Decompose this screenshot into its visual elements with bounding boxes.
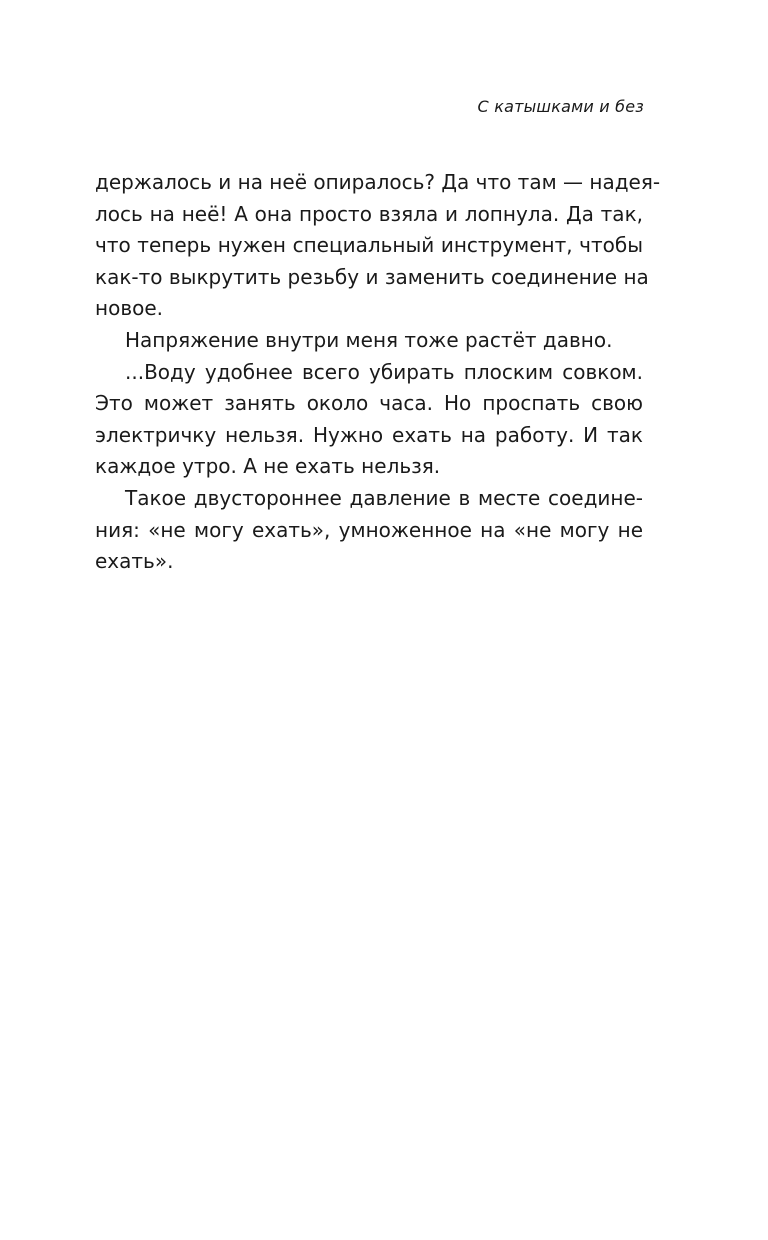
- text-line: электричку нельзя. Нужно ехать на работу. И так: [95, 422, 643, 447]
- text-line: что теперь нужен специальный инструмент, чтобы: [95, 233, 643, 258]
- text-line: ...Воду удобнее всего убирать плоским совком.: [125, 359, 643, 384]
- body-text: [95, 167, 661, 578]
- text-line: держалось и на неё опиралось? Да что там — надея-: [95, 170, 661, 194]
- paragraph-2: [95, 325, 643, 357]
- text-line: Напряжение внутри меня тоже растёт давно.: [125, 327, 613, 352]
- text-line: каждое утро. А не ехать нельзя.: [95, 454, 441, 479]
- running-header: С катышками и без: [477, 97, 644, 116]
- text-line: ния: «не могу ехать», умноженное на «не могу не: [95, 517, 643, 542]
- text-line: лось на неё! А она просто взяла и лопнула. Да так,: [95, 201, 643, 226]
- paragraph-4: [95, 483, 643, 578]
- text-line: новое.: [95, 296, 163, 321]
- text-line: Такое двустороннее давление в месте соедине-: [125, 485, 643, 510]
- paragraph-3: [95, 357, 643, 483]
- text-line: как-то выкрутить резьбу и заменить соединение на: [95, 264, 649, 289]
- text-line: ехать».: [95, 549, 174, 574]
- text-line: Это может занять около часа. Но проспать свою: [95, 391, 643, 416]
- paragraph-1: [95, 167, 661, 325]
